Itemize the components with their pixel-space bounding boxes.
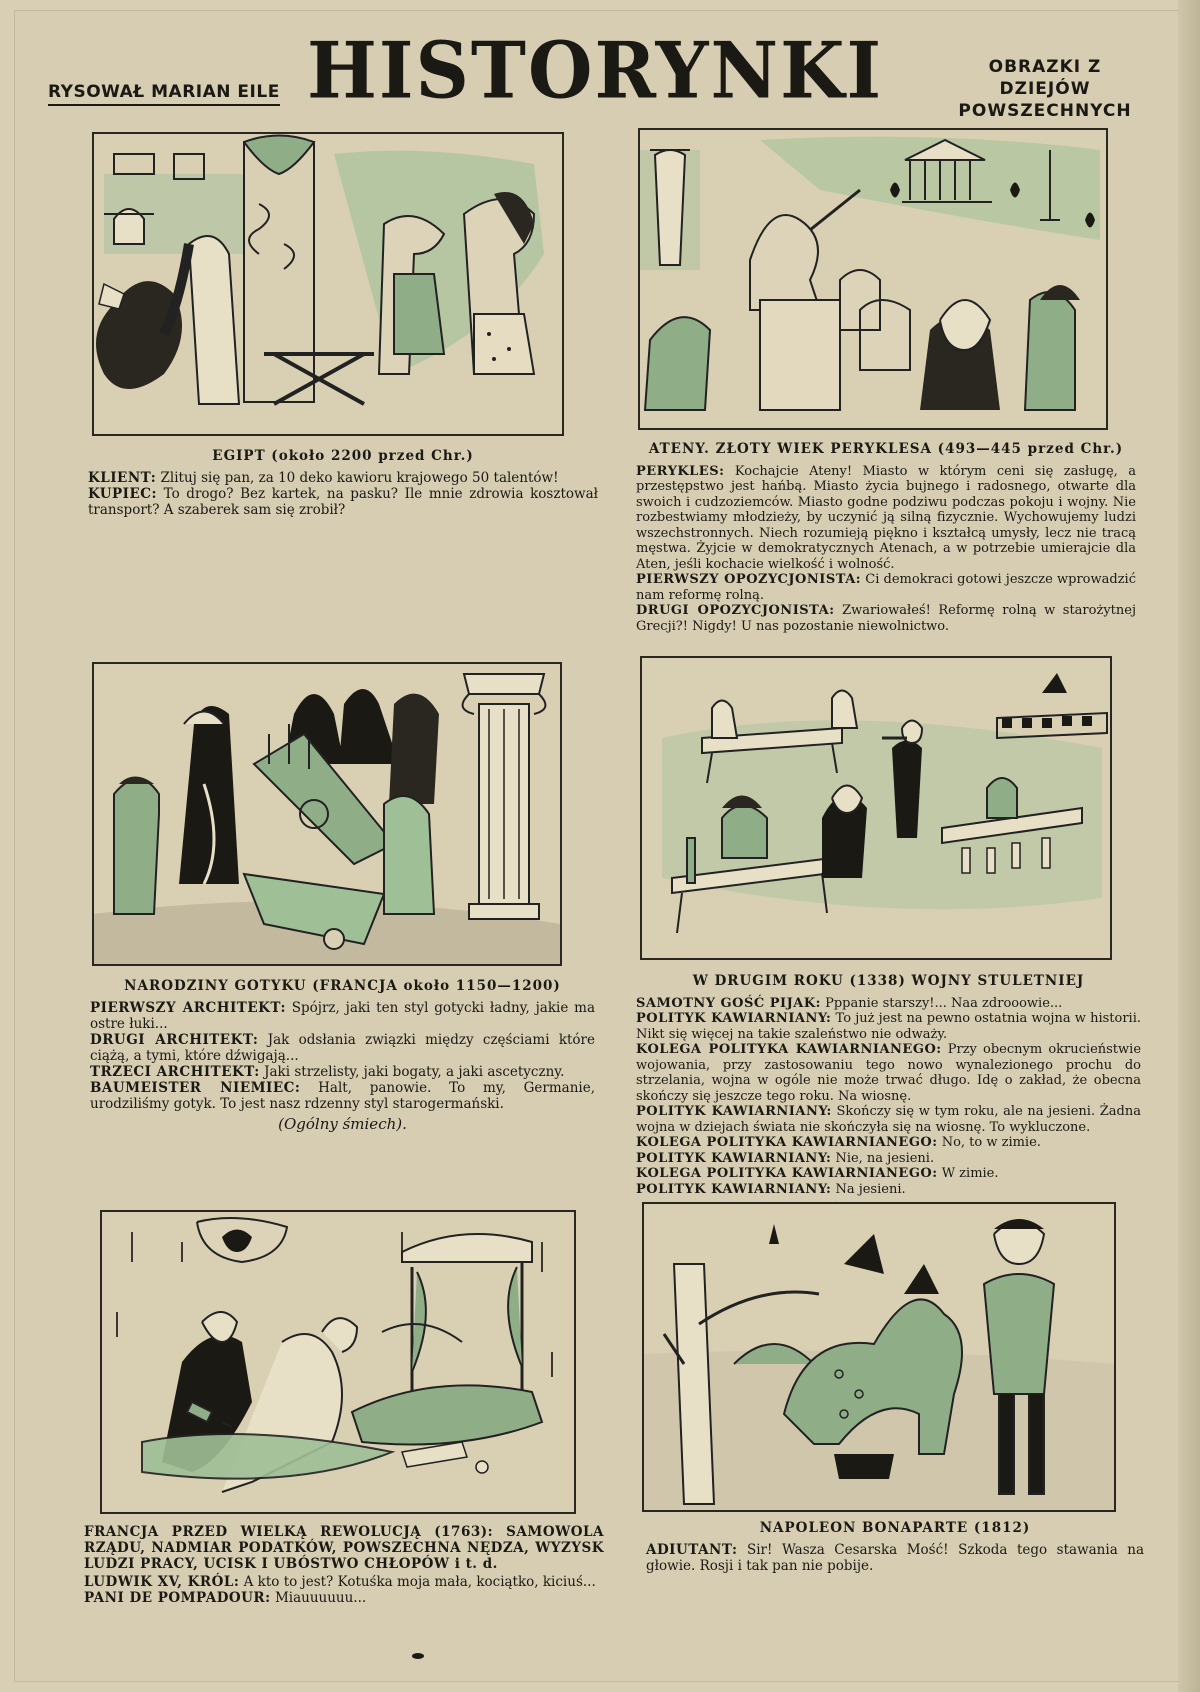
- stage-direction: (Ogólny śmiech).: [278, 1115, 407, 1133]
- caption-egypt: [88, 448, 598, 518]
- speech: Przy obecnym okrucieństwie wojowania, przy zastosowaniu tego nowo wynalezionego prochu do strzelania, wojna w ogóle nie może trwać długo. Idę o zakład, że obecna skończy się jeszcze tego roku. Na wiosnę.: [636, 1042, 1142, 1104]
- speaker: POLITYK KAWIARNIANY:: [636, 1104, 832, 1119]
- dialogue-line: [636, 1042, 1141, 1104]
- speaker: ADIUTANT:: [646, 1542, 738, 1558]
- speaker: SAMOTNY GOŚĆ PIJAK:: [636, 995, 821, 1011]
- speech: To drogo? Bez kartek, na pasku? Ile mnie zdrowia kosztował transport? A szaberek sam się zrobił?: [88, 486, 598, 518]
- illustration-egypt: [92, 132, 564, 436]
- athens-drawing: [640, 130, 1106, 428]
- speech: Pppanie starszy!... Naa zdrooowie...: [825, 995, 1063, 1011]
- dialogue-line: [84, 1574, 604, 1590]
- dialogue-line: [90, 1000, 595, 1032]
- speaker: DRUGI ARCHITEKT:: [90, 1032, 259, 1048]
- caption-hundred-years-war: [636, 974, 1141, 1217]
- dialogue-line: [636, 572, 1136, 603]
- subtitle-line-1: OBRAZKI Z DZIEJÓW: [988, 57, 1102, 99]
- ink-blot: [412, 1653, 424, 1659]
- author-credit: RYSOWAŁ MARIAN EILE: [48, 82, 280, 106]
- caption-napoleon: [646, 1520, 1144, 1574]
- dialogue-line: [636, 1151, 1141, 1167]
- dialogue-line: [90, 1032, 595, 1064]
- caption-athens: [636, 442, 1136, 634]
- caption-title: NAPOLEON BONAPARTE (1812): [759, 1520, 1031, 1536]
- illustration-gothic: [92, 662, 562, 966]
- speech: Miauuuuuu...: [274, 1590, 367, 1606]
- speech: Na jesieni.: [835, 1181, 906, 1197]
- speaker: PIERWSZY OPOZYCJONISTA:: [636, 572, 862, 587]
- speech: Halt, panowie. To my, Germanie, urodziliśmy gotyk. To jest nasz rdzenny styl starogermański.: [90, 1080, 595, 1112]
- speech: Sir! Wasza Cesarska Mość! Szkoda tego stawania na głowie. Rosji i tak pan nie pobije.: [646, 1542, 1145, 1574]
- illustration-france: [100, 1210, 576, 1514]
- napoleon-drawing: [644, 1204, 1114, 1510]
- speech: Spójrz, jaki ten styl gotycki ładny, jakie ma ostre łuki...: [90, 1000, 596, 1032]
- illustration-napoleon: [642, 1202, 1116, 1512]
- speech: To już jest na pewno ostatnia wojna w historii. Nikt się więcej na takie szaleństwo nie odważy.: [636, 1011, 1141, 1042]
- speech: Skończy się w tym roku, ale na jesieni. Żadna wojna w dziejach świata nie skończyła się na wiosnę. To wykluczone.: [636, 1104, 1141, 1135]
- speaker: PIERWSZY ARCHITEKT:: [90, 1000, 286, 1016]
- subtitle-line-2: POWSZECHNYCH: [958, 101, 1132, 121]
- speaker: BAUMEISTER NIEMIEC:: [90, 1080, 301, 1096]
- speech: Zwariowałeś! Reformę rolną w starożytnej Grecji?! Nigdy! U nas pozostanie niewolnictwo.: [636, 603, 1136, 634]
- speech: W zimie.: [941, 1166, 999, 1181]
- tavern-drawing: [642, 658, 1110, 958]
- caption-title: NARODZINY GOTYKU (FRANCJA około 1150—1200): [124, 978, 561, 994]
- caption-title: ATENY. ZŁOTY WIEK PERYKLESA (493—445 przed Chr.): [648, 441, 1124, 457]
- speaker: PERYKLES:: [636, 463, 725, 479]
- caption-title: EGIPT (około 2200 przed Chr.): [212, 448, 474, 464]
- speaker: KOLEGA POLITYKA KAWIARNIANEGO:: [636, 1042, 942, 1057]
- speaker: KOLEGA POLITYKA KAWIARNIANEGO:: [636, 1135, 938, 1150]
- dialogue-line: [636, 1166, 1141, 1182]
- masthead-subtitle: [945, 56, 1145, 122]
- dialogue-line: [84, 1590, 604, 1606]
- dialogue-line: [90, 1080, 595, 1112]
- speaker: POLITYK KAWIARNIANY:: [636, 1181, 832, 1197]
- speech: A kto to jest? Kotuśka moja mała, kociątko, kiciuś...: [243, 1574, 596, 1590]
- speaker: POLITYK KAWIARNIANY:: [636, 1150, 832, 1166]
- speaker: TRZECI ARCHITEKT:: [90, 1064, 260, 1080]
- speaker: KLIENT:: [88, 470, 157, 486]
- page-edge: [1178, 0, 1200, 1692]
- speaker: PANI DE POMPADOUR:: [84, 1590, 271, 1606]
- dialogue-line: [636, 996, 1141, 1012]
- illustration-hundred-years-war: [640, 656, 1112, 960]
- speaker: KOLEGA POLITYKA KAWIARNIANEGO:: [636, 1166, 938, 1181]
- speech: Ci demokraci gotowi jeszcze wprowadzić nam reformę rolną.: [636, 572, 1136, 603]
- dialogue-line: [636, 1182, 1141, 1198]
- speech: No, to w zimie.: [941, 1135, 1041, 1150]
- speech: Jaki strzelisty, jaki bogaty, a jaki ascetyczny.: [264, 1064, 565, 1080]
- dialogue-line: [636, 464, 1136, 573]
- speech: Jak odsłania związki między częściami które ciążą, a tymi, które dźwigają...: [90, 1032, 595, 1064]
- caption-title: FRANCJA PRZED WIELKĄ REWOLUCJĄ (1763): SAMOWOLA RZĄDU, NADMIAR PODATKÓW, POWSZECHNA NĘDZA, WYZYSK LUDZI PRACY, UCISK I UBÓSTWO CHŁOPÓW i t. d.: [84, 1524, 604, 1572]
- speech: Zlituj się pan, za 10 deko kawioru krajowego 50 talentów!: [160, 470, 559, 486]
- speaker: DRUGI OPOZYCJONISTA:: [636, 603, 835, 618]
- caption-title: W DRUGIM ROKU (1338) WOJNY STULETNIEJ: [692, 973, 1085, 989]
- dialogue-line: [636, 1104, 1141, 1135]
- gothic-drawing: [94, 664, 560, 964]
- masthead-title: HISTORYNKI: [306, 25, 884, 117]
- illustration-athens: [638, 128, 1108, 430]
- speaker: LUDWIK XV, KRÓL:: [84, 1574, 240, 1590]
- dialogue-line: [636, 1011, 1141, 1042]
- egypt-drawing: [94, 134, 562, 434]
- speech: Nie, na jesieni.: [835, 1150, 935, 1166]
- speaker: KUPIEC:: [88, 486, 158, 502]
- dialogue-line: [88, 470, 598, 486]
- dialogue-line: [90, 1064, 595, 1080]
- caption-france: [84, 1524, 604, 1606]
- speaker: POLITYK KAWIARNIANY:: [636, 1011, 832, 1026]
- dialogue-line: [88, 486, 598, 518]
- caption-gothic: [90, 978, 595, 1132]
- france-drawing: [102, 1212, 574, 1512]
- dialogue-line: [646, 1542, 1144, 1574]
- dialogue-line: [636, 1135, 1141, 1151]
- dialogue-line: [636, 603, 1136, 634]
- speech: Kochajcie Ateny! Miasto w którym ceni się zasługę, a przestępstwo jest hańbą. Miasto życia bujnego i radosnego, otwarte dla swoich i cudzoziemców. Miasto godne podziwu podczas pokoju i wojny. Nie rozbestwiamy młodzieży, by uczynić ją silną fizycznie. Wychowujemy ludzi wszechstronnych. Niech rozumieją piękno i kształcą umysły, lecz nie tracą męstwa. Żyjcie w demokratycznych Atenach, a w potrzebie umierajcie dla Aten, jeśli kochacie wielkość i wolność.: [636, 463, 1136, 572]
